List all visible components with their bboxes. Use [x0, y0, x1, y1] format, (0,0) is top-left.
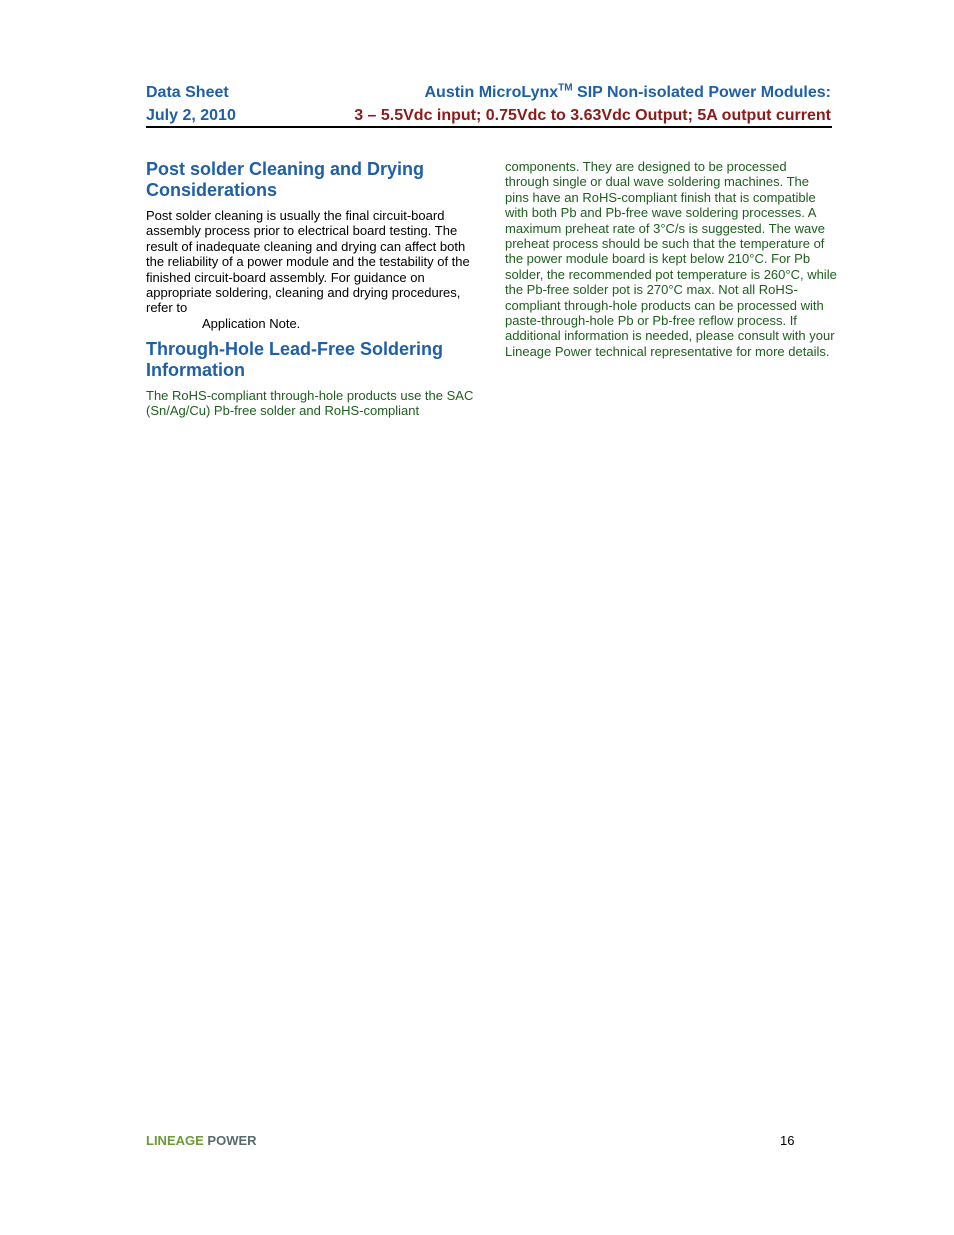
body-line: through single or dual wave soldering machines. The: [505, 174, 809, 190]
section-heading-cleaning-line2: Considerations: [146, 180, 278, 200]
body-line: pins have an RoHS-compliant finish that is compatible: [505, 189, 816, 205]
doc-type-label: Data Sheet: [146, 84, 229, 101]
body-line: refer to: [146, 300, 188, 316]
trademark-mark: TM: [558, 82, 573, 94]
product-subtitle: 3 – 5.5Vdc input; 0.75Vdc to 3.63Vdc Output; 5A output current: [354, 107, 831, 124]
product-title: [425, 83, 832, 103]
body-line: assembly process prior to electrical board testing. The: [146, 223, 458, 239]
right-column-body: [505, 159, 837, 359]
section-heading-soldering: [146, 339, 443, 381]
section-heading-cleaning-line1: Post solder Cleaning and Drying: [146, 159, 425, 179]
footer-brand-power: POWER: [203, 1133, 257, 1148]
header-rule: [146, 126, 832, 128]
section-body-soldering: [146, 388, 473, 419]
application-note-ref: Application Note.: [202, 315, 301, 331]
body-line: solder, the recommended pot temperature is 260°C, while: [505, 266, 837, 282]
body-line: the Pb-free solder pot is 270°C max. Not all RoHS-: [505, 282, 798, 298]
footer-brand-lineage: LINEAGE: [146, 1133, 204, 1148]
body-line: additional information is needed, please consult with your: [505, 328, 835, 344]
body-line: Lineage Power technical representative for more details.: [505, 343, 830, 359]
product-title-prefix: Austin MicroLynx: [424, 84, 559, 101]
body-line: compliant through-hole products can be processed with: [505, 297, 824, 313]
body-line: components. They are designed to be processed: [505, 159, 787, 174]
body-line: maximum preheat rate of 3°C/s is suggested. The wave: [505, 220, 825, 236]
body-line: result of inadequate cleaning and drying can affect both: [146, 238, 466, 254]
product-title-suffix: SIP Non-isolated Power Modules:: [572, 84, 831, 101]
body-line: finished circuit-board assembly. For guidance on: [146, 269, 425, 285]
section-heading-soldering-line1: Through-Hole Lead-Free Soldering: [146, 339, 444, 359]
body-line: appropriate soldering, cleaning and drying procedures,: [146, 285, 461, 301]
footer-brand: [146, 1133, 257, 1148]
body-line: the reliability of a power module and the testability of the: [146, 254, 470, 270]
body-line: the power module board is kept below 210°C. For Pb: [505, 251, 811, 267]
body-line: (Sn/Ag/Cu) Pb-free solder and RoHS-compliant: [146, 403, 420, 419]
section-heading-cleaning: [146, 159, 424, 201]
body-line: preheat process should be such that the temperature of: [505, 236, 825, 252]
body-line: paste-through-hole Pb or Pb-free reflow process. If: [505, 313, 797, 329]
doc-date: July 2, 2010: [146, 107, 236, 124]
body-line: Post solder cleaning is usually the final circuit-board: [146, 208, 445, 223]
section-body-cleaning: [146, 208, 470, 331]
section-heading-soldering-line2: Information: [146, 360, 245, 380]
body-line: with both Pb and Pb-free wave soldering processes. A: [505, 205, 817, 221]
page-number: 16: [780, 1133, 795, 1148]
body-line: The RoHS-compliant through-hole products use the SAC: [146, 388, 474, 403]
